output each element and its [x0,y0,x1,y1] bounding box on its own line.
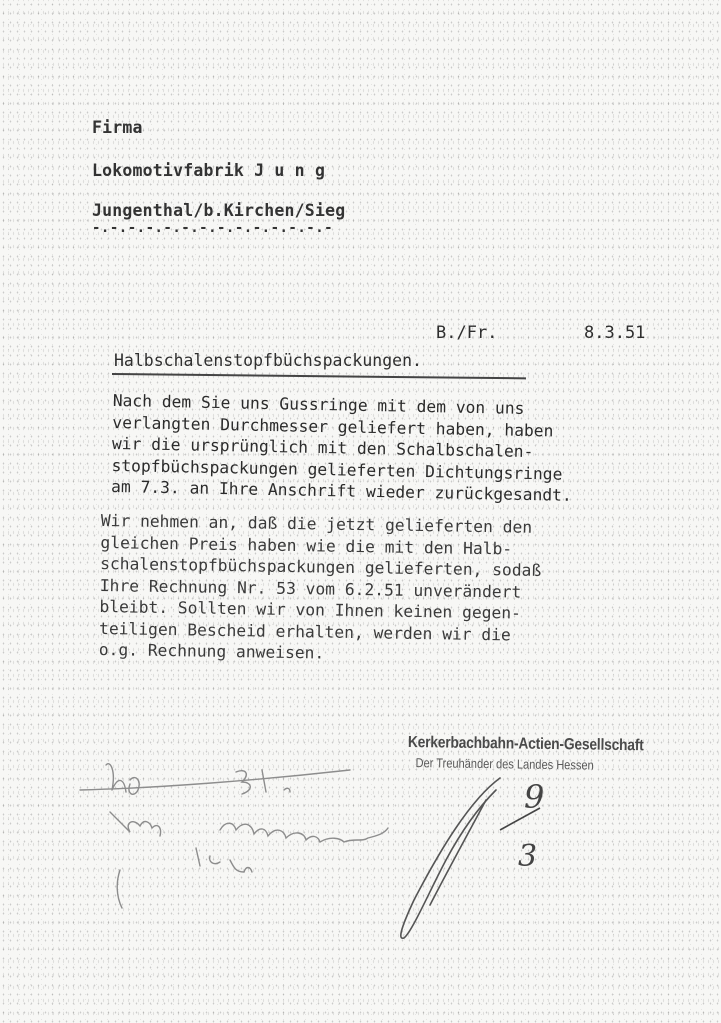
stamp-subtitle: Der Treuhänder des Landes Hessen [415,755,594,773]
paragraph-2-line: schalenstopfbüchspackungen gelieferten, sodaß [100,553,542,580]
fraction-bar [500,808,540,830]
ink-signature [401,778,500,938]
fraction-numerator: 9 [524,778,545,816]
paragraph-2-line: Ihre Rechnung Nr. 53 vom 6.2.51 unverändert [99,575,522,602]
paragraph-2-line: gleichen Preis haben wie die mit den Halb- [100,532,513,558]
paragraph-1-line: stopfbüchspackungen gelieferten Dichtungsringe [111,455,563,484]
letter-date: 8.3.51 [584,323,646,343]
paragraph-1-line: Nach dem Sie uns Gussringe mit dem von uns [112,390,525,418]
handwritten-fraction [500,778,544,874]
fraction-denominator: 3 [518,839,538,874]
address-separator: -.-.-.-.-.-.-.-.-.-.-.-.-.- [92,220,334,236]
paragraph-2-line: Wir nehmen an, daß die jetzt gelieferten den [100,510,533,537]
subject-line: Halbschalenstopfbüchspackungen. [114,351,422,370]
paragraph-2-line: teiligen Bescheid erhalten, werden wir die [98,618,511,644]
paragraph-2-line: bleibt. Sollten wir von Ihnen keinen gegen- [99,596,522,623]
reference-initials: B./Fr. [436,323,498,343]
paragraph-1-line: am 7.3. an Ihre Anschrift wieder zurückgesandt. [110,476,572,505]
recipient-company-name: Lokomotivfabrik J u n g [92,161,326,180]
paragraph-1-line: verlangten Durchmesser geliefert haben, haben [112,412,554,440]
pencil-note-crossed-out [80,764,388,908]
paragraph-1-line: wir die ursprünglich mit den Schalbschalen- [111,433,534,462]
recipient-address: Jungenthal/b.Kirchen/Sieg [92,201,346,220]
stamp-organization: Kerkerbachbahn-Actien-Gesellschaft [407,734,644,755]
recipient-firm-label: Firma [92,118,143,137]
paragraph-2-line: o.g. Rechnung anweisen. [98,639,325,663]
